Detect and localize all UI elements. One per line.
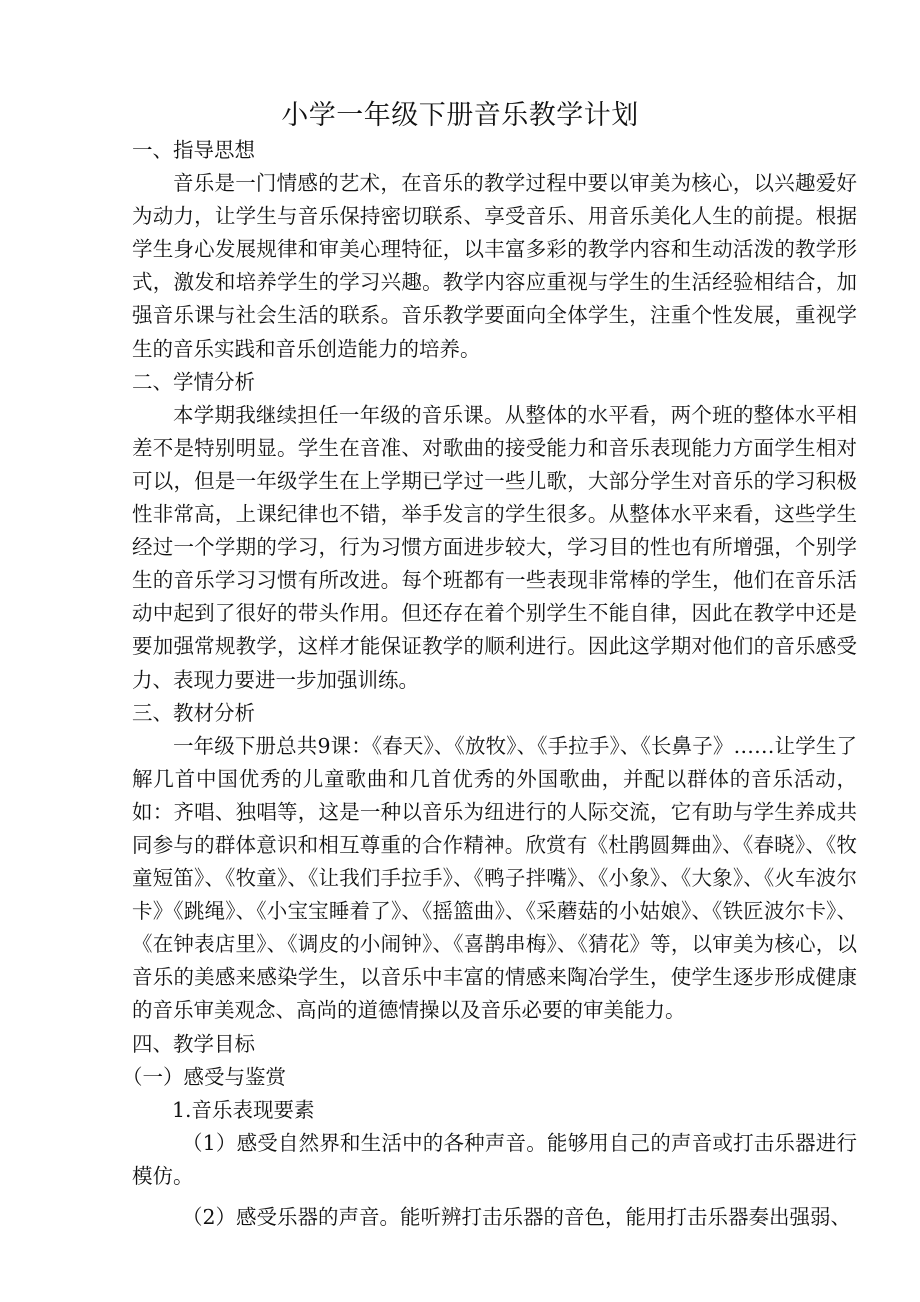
section-heading-textbook-analysis: 三、教材分析 (132, 700, 255, 725)
section-heading-guiding-ideology: 一、指导思想 (132, 138, 255, 162)
document-body (122, 134, 857, 1234)
item-heading-music-elements: 1.音乐表现要素 (172, 1097, 315, 1122)
goal-item: （2）感受乐器的声音。能听辨打击乐器的音色，能用打击乐器奏出强弱、 (182, 1205, 852, 1229)
section-paragraph-guiding-ideology: 音乐是一门情感的艺术，在音乐的教学过程中要以审美为核心，以兴趣爱好为动力，让学生与音乐保持密切联系、享受音乐、用音乐美化人生的前提。根据学生身心发展规律和审美心理特征，以丰富多彩的教学内容和生动活泼的教学形式，激发和培养学生的学习兴趣。教学内容应重视与学生的生活经验相结合，加强音乐课与社会生活的联系。音乐教学要面向全体学生，注重个性发展，重视学生的音乐实践和音乐创造能力的培养。 (132, 171, 857, 361)
section-heading-teaching-goals: 四、教学目标 (132, 1031, 255, 1056)
section-paragraph-textbook-analysis: 一年级下册总共9课：《春天》、《放牧》、《手拉手》、《长鼻子》……让学生了解几首中国优秀的儿童歌曲和几首优秀的外国歌曲，并配以群体的音乐活动，如：齐唱、独唱等，这是一种以音乐为纽进行的人际交流，它有助与学生养成共同参与的群体意识和相互尊重的合作精神。欣赏有《杜鹃圆舞曲》、《春晓》、《牧童短笛》、《牧童》、《让我们手拉手》、《鸭子拌嘴》、《小象》、《大象》、《火车波尔卡》《跳绳》、《小宝宝睡着了》、《摇篮曲》、《采蘑菇的小姑娘》、《铁匠波尔卡》、《在钟表店里》、《调皮的小闹钟》、《喜鹊串梅》、《猜花》等，以审美为核心，以音乐的美感来感染学生，以音乐中丰富的情感来陶冶学生，使学生逐步形成健康的音乐审美观念、高尚的道德情操以及音乐必要的审美能力。 (132, 733, 857, 1023)
subheading-appreciation: （一）感受与鉴赏 (122, 1064, 286, 1089)
section-heading-student-analysis: 二、学情分析 (132, 369, 255, 394)
document-title: 小学一年级下册音乐教学计划 (281, 100, 639, 131)
section-paragraph-student-analysis: 本学期我继续担任一年级的音乐课。从整体的水平看，两个班的整体水平相差不是特别明显。学生在音准、对歌曲的接受能力和音乐表现能力方面学生相对可以，但是一年级学生在上学期已学过一些儿歌，大部分学生对音乐的学习积极性非常高，上课纪律也不错，举手发言的学生很多。从整体水平来看，这些学生经过一个学期的学习，行为习惯方面进步较大，学习目的性也有所增强，个别学生的音乐学习习惯有所改进。每个班都有一些表现非常棒的学生，他们在音乐活动中起到了很好的带头作用。但还存在着个别学生不能自律，因此在教学中还是要加强常规教学，这样才能保证教学的顺利进行。因此这学期对他们的音乐感受力、表现力要进一步加强训练。 (132, 402, 857, 692)
goal-item: （1）感受自然界和生活中的各种声音。能够用自己的声音或打击乐器进行模仿。 (132, 1130, 857, 1188)
